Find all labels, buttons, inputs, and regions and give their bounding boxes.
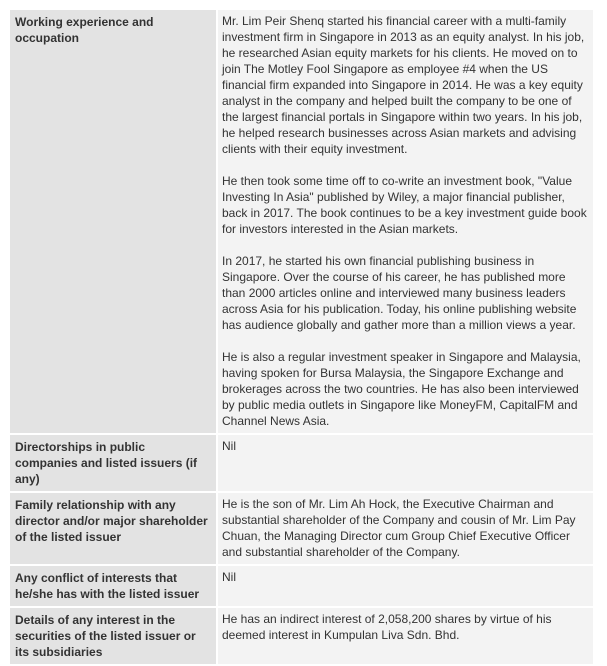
table-row-directorships <box>10 435 593 491</box>
row-label: Details of any interest in the securities of the listed issuer or its subsidiaries <box>10 608 216 664</box>
table-row-working-experience <box>10 10 593 433</box>
row-label: Any conflict of interests that he/she has with the listed issuer <box>10 566 216 606</box>
row-label: Family relationship with any director and/or major shareholder of the listed issuer <box>10 493 216 564</box>
paragraph: In 2017, he started his own financial publishing business in Singapore. Over the course of his career, he has published more than 2000 articles online and interviewed many business leaders across Asia for his publication. Today, his online publishing website has audience globally and gather more than a million views a year. <box>222 254 577 332</box>
paragraph: He is the son of Mr. Lim Ah Hock, the Executive Chairman and substantial shareholder of the Company and cousin of Mr. Lim Pay Chuan, the Managing Director cum Group Chief Executive Officer and substantial shareholder of the Company. <box>222 497 576 559</box>
paragraph: He has an indirect interest of 2,058,200 shares by virtue of his deemed interest in Kumpulan Liva Sdn. Bhd. <box>222 612 552 642</box>
table-row-interest-details <box>10 608 593 664</box>
row-label: Directorships in public companies and listed issuers (if any) <box>10 435 216 491</box>
director-info-sheet <box>8 8 595 666</box>
paragraph: Nil <box>222 439 236 453</box>
paragraph: Mr. Lim Peir Shenq started his financial career with a multi-family investment firm in Singapore in 2013 as an equity analyst. In his job, he researched Asian equity markets for his clients. He moved on to join The Motley Fool Singapore as employee #4 when the US financial firm expanded into Singapore in 2014. He was a key equity analyst in the company and helped built the company to be one of the largest financial portals in Singapore within two years. In his job, he helped research businesses across Asian markets and advising clients with their equity investment. <box>222 14 585 156</box>
paragraph: He then took some time off to co-write an investment book, "Value Investing In Asia" published by Wiley, a major financial publisher, back in 2017. The book continues to be a key investment guide book for investors interested in the Asian markets. <box>222 174 587 236</box>
table-row-conflict-of-interests <box>10 566 593 606</box>
row-label: Working experience and occupation <box>10 10 216 433</box>
row-value <box>218 435 593 491</box>
director-info-table <box>8 8 595 666</box>
table-row-family-relationship <box>10 493 593 564</box>
paragraph: He is also a regular investment speaker in Singapore and Malaysia, having spoken for Bursa Malaysia, the Singapore Exchange and brokerages across the two countries. He has also been interviewed by public media outlets in Singapore like MoneyFM, CapitalFM and Channel News Asia. <box>222 350 581 428</box>
row-value <box>218 608 593 664</box>
row-value <box>218 566 593 606</box>
paragraph: Nil <box>222 570 236 584</box>
row-value <box>218 10 593 433</box>
row-value <box>218 493 593 564</box>
